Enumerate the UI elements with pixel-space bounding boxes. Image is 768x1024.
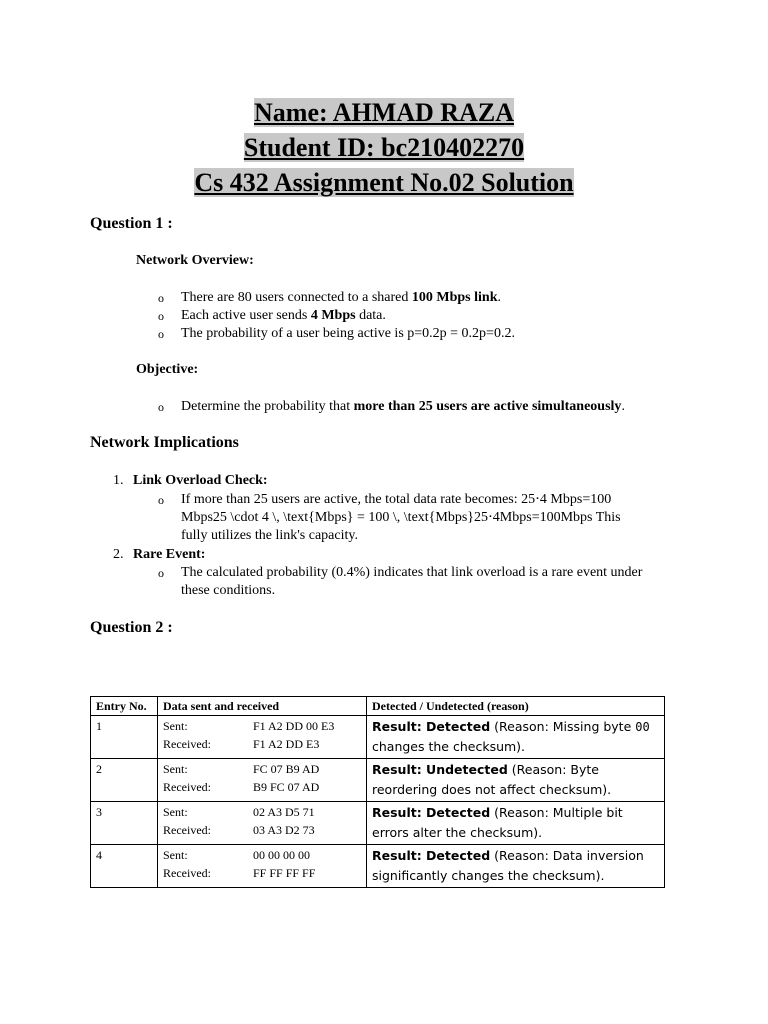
table-row	[91, 716, 665, 759]
bullet-marker: o	[158, 291, 164, 305]
table-row	[91, 802, 665, 845]
entry-number: 2	[91, 759, 158, 802]
received-value: F1 A2 DD E3	[253, 737, 320, 751]
bullet-marker: o	[158, 309, 164, 323]
student-id: Student ID: bc210402270	[243, 133, 525, 162]
result-cell: Result: Undetected (Reason: Byte reordering does not affect checksum).	[367, 759, 665, 802]
data-cell: Sent: F1 A2 DD 00 E3 Received: F1 A2 DD E3	[158, 716, 367, 759]
objective-bullet: o Determine the probability that more than 25 users are active simultaneously.	[158, 399, 625, 414]
overview-bullet-1: o There are 80 users connected to a shared 100 Mbps link.	[158, 290, 501, 305]
data-cell: Sent: FC 07 B9 AD Received: B9 FC 07 AD	[158, 759, 367, 802]
entry-number: 1	[91, 716, 158, 759]
implication-2-bullet: o The calculated probability (0.4%) indicates that link overload is a rare event under these conditions.	[158, 565, 643, 598]
received-value: B9 FC 07 AD	[253, 780, 320, 794]
item-title: Link Overload Check:	[133, 473, 268, 488]
result-cell: Result: Detected (Reason: Multiple bit errors alter the checksum).	[367, 802, 665, 845]
header-detected: Detected / Undetected (reason)	[367, 697, 665, 716]
sent-value: FC 07 B9 AD	[253, 762, 320, 776]
bullet-marker: o	[158, 566, 164, 580]
table-row	[91, 845, 665, 888]
bullet-marker: o	[158, 400, 164, 414]
title-block	[0, 95, 768, 200]
received-value: FF FF FF FF	[253, 866, 316, 880]
question-1-heading: Question 1 :	[90, 215, 173, 232]
sent-value: 00 00 00 00	[253, 848, 310, 862]
bullet-marker: o	[158, 327, 164, 341]
question-2-heading: Question 2 :	[90, 619, 173, 636]
table-header-row	[91, 697, 665, 716]
overview-bullet-3: o The probability of a user being active is p=0.2p = 0.2p=0.2.	[158, 326, 515, 341]
network-implications-heading: Network Implications	[90, 434, 239, 451]
result-cell: Result: Detected (Reason: Data inversion significantly changes the checksum).	[367, 845, 665, 888]
sent-value: 02 A3 D5 71	[253, 805, 315, 819]
received-value: 03 A3 D2 73	[253, 823, 315, 837]
data-cell: Sent: 02 A3 D5 71 Received: 03 A3 D2 73	[158, 802, 367, 845]
implication-item-2: 2. Rare Event:	[113, 547, 206, 562]
header-data: Data sent and received	[158, 697, 367, 716]
entry-number: 3	[91, 802, 158, 845]
overview-bullet-2: o Each active user sends 4 Mbps data.	[158, 308, 386, 323]
item-title: Rare Event:	[133, 547, 206, 562]
implication-item-1: 1. Link Overload Check:	[113, 473, 268, 488]
table-row	[91, 759, 665, 802]
implication-1-bullet: o If more than 25 users are active, the total data rate becomes: 25⋅4 Mbps=100 Mbps25 \cdot 4 \, \text{Mbps} = 100 \, \text{Mbps}25⋅4Mbps=100Mbps This fully utilizes the link's capacity.	[158, 492, 621, 543]
entry-number: 4	[91, 845, 158, 888]
data-cell: Sent: 00 00 00 00 Received: FF FF FF FF	[158, 845, 367, 888]
assignment-title: Cs 432 Assignment No.02 Solution	[194, 168, 574, 197]
network-overview-heading: Network Overview:	[136, 253, 254, 268]
bullet-marker: o	[158, 493, 164, 507]
student-name: Name: AHMAD RAZA	[254, 98, 514, 127]
objective-heading: Objective:	[136, 362, 199, 377]
sent-value: F1 A2 DD 00 E3	[253, 719, 335, 733]
checksum-table	[90, 696, 665, 888]
result-cell: Result: Detected (Reason: Missing byte 00 changes the checksum).	[367, 716, 665, 759]
header-entry-no: Entry No.	[91, 697, 158, 716]
